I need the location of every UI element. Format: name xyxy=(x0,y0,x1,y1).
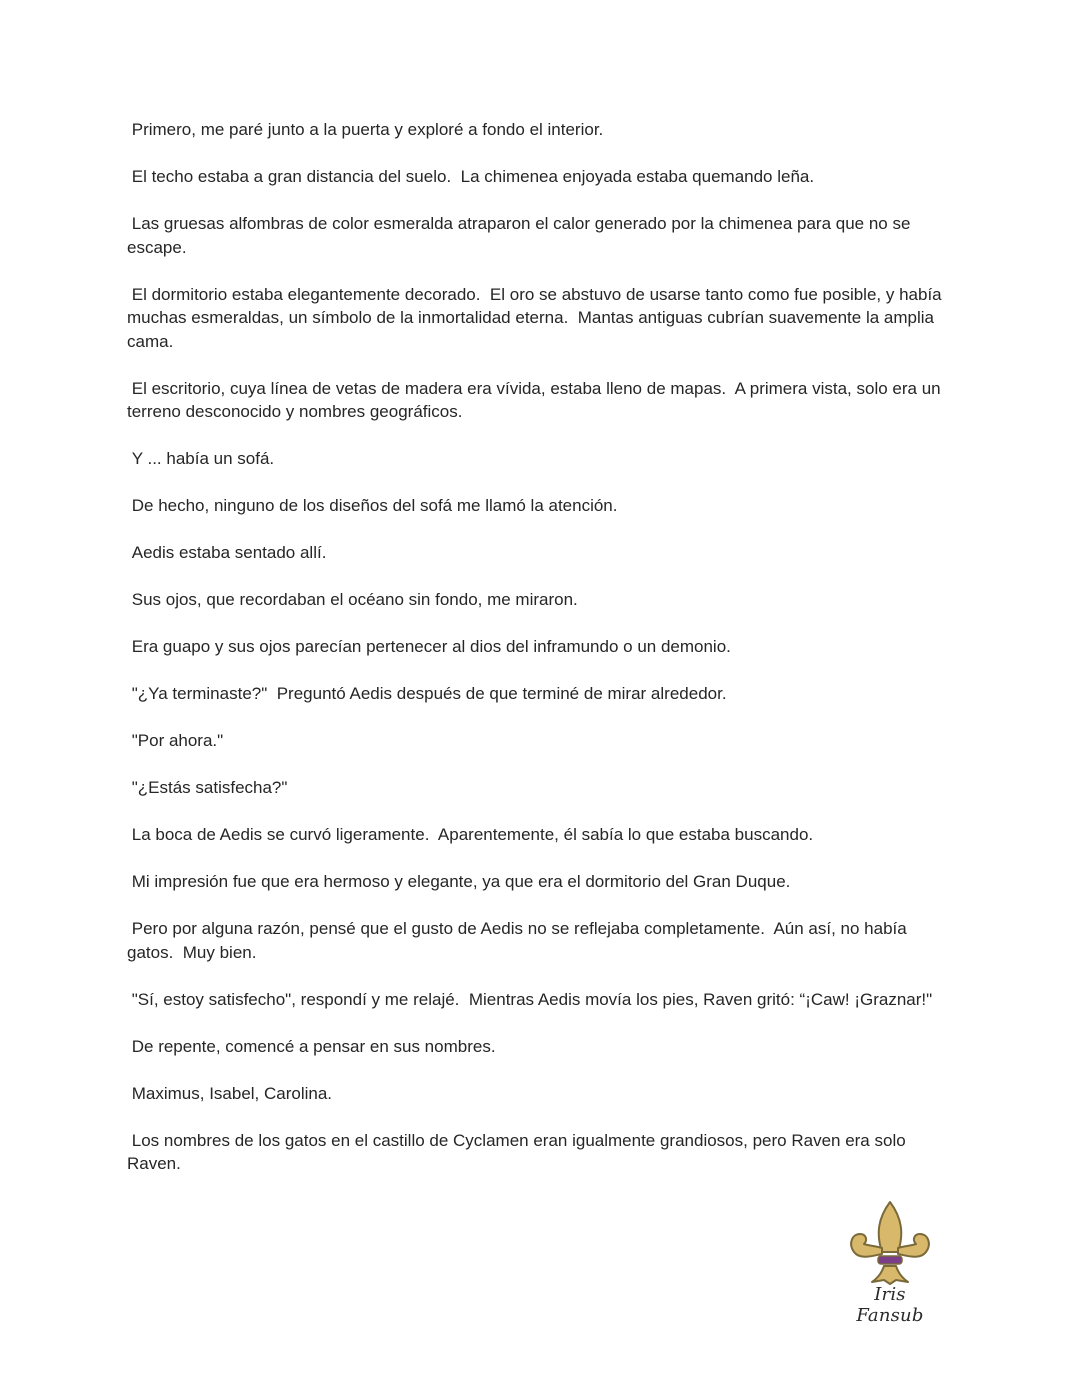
paragraph: De hecho, ninguno de los diseños del sofá me llamó la atención. xyxy=(127,496,618,515)
document-body xyxy=(127,118,957,1199)
paragraph: El dormitorio estaba elegantemente decorado. El oro se abstuvo de usarse tanto como fue posible, y había muchas esmeraldas, un símbolo de la inmortalidad eterna. Mantas antiguas cubrían suavemente la amplia cama. xyxy=(127,284,947,351)
paragraph: Y ... había un sofá. xyxy=(127,449,275,468)
paragraph: Sus ojos, que recordaban el océano sin fondo, me miraron. xyxy=(127,590,578,609)
logo-caption: Iris Fansub xyxy=(856,1284,924,1326)
paragraph: Los nombres de los gatos en el castillo de Cyclamen eran igualmente grandiosos, pero Raven era solo Raven. xyxy=(127,1130,911,1173)
paragraph: "Sí, estoy satisfecho", respondí y me relajé. Mientras Aedis movía los pies, Raven gritó: “¡Caw! ¡Graznar!" xyxy=(127,989,933,1009)
paragraph: El escritorio, cuya línea de vetas de madera era vívida, estaba lleno de mapas. A primera vista, solo era un terreno desconocido y nombres geográficos. xyxy=(127,378,946,421)
paragraph: Las gruesas alfombras de color esmeralda atraparon el calor generado por la chimenea para que no se escape. xyxy=(127,214,916,257)
paragraph: Era guapo y sus ojos parecían pertenecer al dios del inframundo o un demonio. xyxy=(127,637,731,656)
paragraph: Mi impresión fue que era hermoso y elegante, ya que era el dormitorio del Gran Duque. xyxy=(127,872,791,891)
paragraph: "¿Ya terminaste?" Preguntó Aedis después de que terminé de mirar alrededor. xyxy=(127,684,727,703)
paragraph: Pero por alguna razón, pensé que el gusto de Aedis no se reflejaba completamente. Aún así, no había gatos. Muy bien. xyxy=(127,919,912,962)
iris-fansub-logo xyxy=(838,1200,942,1326)
paragraph: Maximus, Isabel, Carolina. xyxy=(127,1083,333,1103)
paragraph: "¿Estás satisfecha?" xyxy=(127,778,288,797)
paragraph: La boca de Aedis se curvó ligeramente. Aparentemente, él sabía lo que estaba buscando. xyxy=(127,825,814,844)
paragraph: Primero, me paré junto a la puerta y exploré a fondo el interior. xyxy=(127,120,604,139)
paragraph: De repente, comencé a pensar en sus nombres. xyxy=(127,1036,496,1056)
paragraph: Aedis estaba sentado allí. xyxy=(127,543,327,562)
paragraph: El techo estaba a gran distancia del suelo. La chimenea enjoyada estaba quemando leña. xyxy=(127,167,815,186)
fleur-de-lis-icon xyxy=(842,1200,938,1286)
paragraph: "Por ahora." xyxy=(127,731,224,750)
